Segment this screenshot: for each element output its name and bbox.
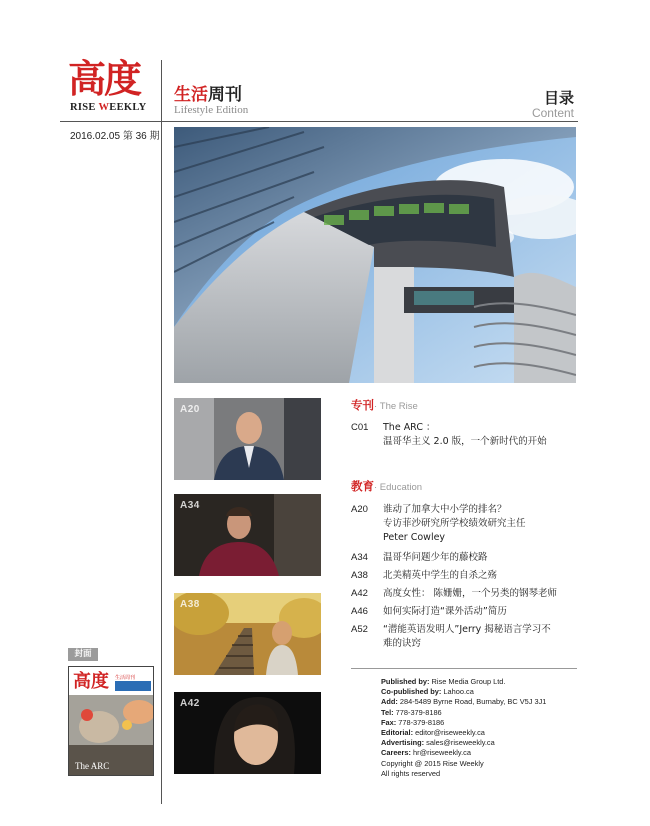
imprint-line [381, 728, 546, 738]
thumb-label: A20 [180, 404, 200, 415]
cover-thumbnail[interactable] [68, 666, 154, 776]
entry-code: A42 [351, 588, 368, 599]
imprint-line [381, 687, 546, 697]
entry-line: Peter Cowley [383, 532, 446, 543]
entry-code: A20 [351, 504, 368, 515]
imprint-label: Published by: [381, 677, 430, 686]
imprint-value: 284-5489 Byrne Road, Burnaby, BC V5J 3J1 [397, 697, 547, 707]
cover-arc-text: The ARC [75, 761, 110, 771]
imprint-line [381, 759, 546, 769]
edition-title-dark: 周刊 [208, 85, 242, 105]
imprint-value[interactable]: sales@riseweekly.ca [424, 738, 495, 748]
imprint-value: 778-379-8186 [393, 707, 442, 717]
edition-title-en: Lifestyle Edition [174, 104, 249, 116]
brand-logo-en [70, 102, 147, 113]
section-education-heading [351, 478, 422, 494]
vertical-divider [161, 60, 162, 804]
imprint-line [381, 697, 546, 707]
imprint-line [381, 677, 546, 687]
imprint-label: Tel: [381, 707, 394, 717]
entry-line: 如何实际打造“课外活动”简历 [383, 606, 507, 617]
imprint-line [381, 718, 546, 728]
imprint-line [381, 708, 546, 718]
imprint-value: Copyright @ 2015 Rise Weekly [381, 758, 484, 768]
imprint-value: Rise Media Group Ltd. [429, 677, 506, 686]
entry-line: 专访菲沙研究所学校绩效研究主任 [383, 518, 526, 529]
brand-logo-cn: 高度 [68, 57, 141, 101]
imprint-block [381, 677, 546, 779]
entry-line: “潜能英语发明人”Jerry 揭秘语言学习不 [383, 624, 551, 635]
imprint-label: Editorial: [381, 728, 414, 738]
imprint-value[interactable]: editor@riseweekly.ca [413, 728, 485, 738]
thumb-a20 [174, 398, 321, 480]
section-title-cn: 专刊 [351, 398, 374, 412]
entry-line: 谁动了加拿大中小学的排名？ [383, 504, 507, 515]
imprint-label: Co-published by: [381, 687, 442, 697]
cover-mast-cn: 高度 [73, 671, 109, 692]
imprint-rule [351, 668, 577, 669]
imprint-value: 778-379-8186 [396, 717, 445, 727]
imprint-label: Careers: [381, 748, 411, 758]
entry-code: C01 [351, 422, 369, 433]
section-title-cn: 教育 [351, 479, 374, 493]
contents-title-en: Content [531, 106, 574, 120]
entry-line: The ARC ： [383, 422, 436, 433]
section-the-rise-heading [351, 397, 418, 413]
entry-code: A34 [351, 552, 368, 563]
building-illustration [174, 127, 576, 383]
imprint-label: Add: [381, 697, 398, 707]
edition-title-red: 生活 [174, 85, 208, 105]
imprint-line [381, 738, 546, 748]
entry-line: 高度女性： 陈姗姗，一个另类的钢琴老师 [383, 588, 558, 599]
entry-line: 难的诀窍 [383, 638, 422, 649]
brand-en-part: EEKLY [109, 102, 147, 113]
entry-line: 温哥华问题少年的藤校路 [383, 552, 488, 563]
thumb-label: A38 [180, 599, 200, 610]
imprint-label: Advertising: [381, 738, 425, 748]
section-title-en: · Education [374, 482, 423, 493]
cover-mast-sub: 生活周刊 [115, 675, 136, 681]
brand-en-part: W [98, 102, 110, 113]
entry-line: 温哥华主义 2.0 版，一个新时代的开始 [383, 436, 547, 447]
edition-title-cn [174, 80, 242, 105]
contents-title-cn: 目录 [543, 89, 574, 107]
brand-en-part: RISE [70, 102, 99, 113]
issue-date: 2016.02.05 第 36 期 [70, 131, 160, 142]
imprint-line [381, 748, 546, 758]
header-rule [60, 121, 578, 122]
cover-illustration [69, 667, 154, 776]
entry-code: A38 [351, 570, 368, 581]
thumb-a38 [174, 593, 321, 675]
entry-code: A46 [351, 606, 368, 617]
hero-photo [174, 127, 576, 383]
imprint-label: Fax: [381, 717, 397, 727]
thumb-label: A42 [180, 698, 200, 709]
section-title-en: · The Rise [374, 401, 418, 412]
cover-tag: 封面 [68, 648, 98, 661]
entry-line: 北美精英中学生的自杀之殇 [383, 570, 498, 581]
imprint-line [381, 769, 546, 779]
imprint-value: All rights reserved [381, 768, 441, 778]
imprint-value: Lahoo.ca [441, 687, 474, 697]
entry-code: A52 [351, 624, 368, 635]
imprint-value[interactable]: hr@riseweekly.ca [411, 748, 471, 758]
thumb-a34 [174, 494, 321, 576]
thumb-label: A34 [180, 500, 200, 511]
thumb-a42 [174, 692, 321, 774]
